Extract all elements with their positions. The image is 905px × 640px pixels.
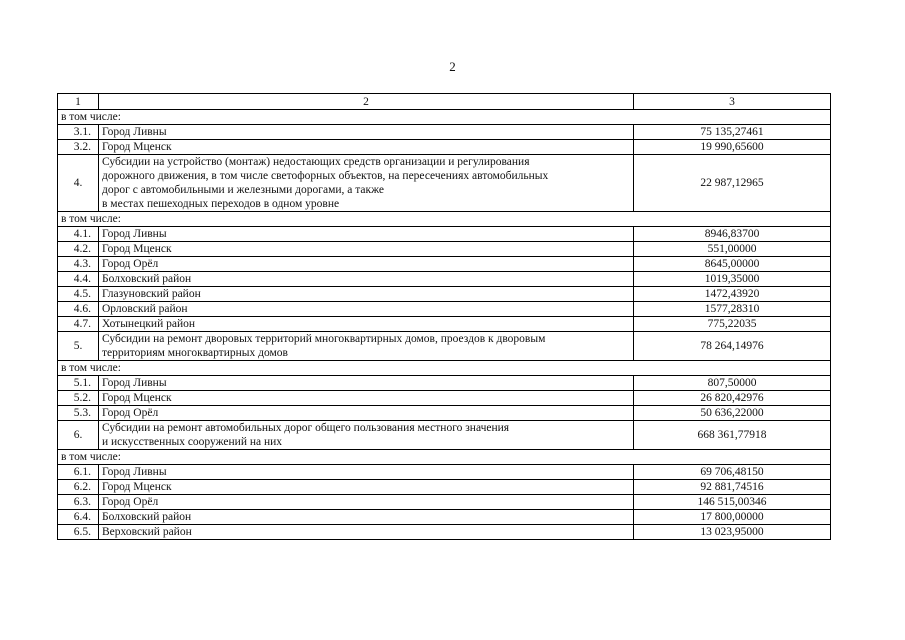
row-value: 78 264,14976 xyxy=(634,332,831,361)
row-number: 3.1. xyxy=(58,125,99,140)
table-row xyxy=(58,465,831,480)
row-number: 4.6. xyxy=(58,302,99,317)
table-row xyxy=(58,376,831,391)
row-name xyxy=(99,332,634,361)
table-row xyxy=(58,406,831,421)
row-value: 50 636,22000 xyxy=(634,406,831,421)
table-row xyxy=(58,495,831,510)
row-name: Город Мценск xyxy=(99,480,634,495)
row-name-line: и искусственных сооружений на них xyxy=(102,436,283,448)
row-number: 6.3. xyxy=(58,495,99,510)
row-value: 22 987,12965 xyxy=(634,155,831,212)
table-row xyxy=(58,140,831,155)
group-row xyxy=(58,450,831,465)
header-col-2: 2 xyxy=(99,94,634,110)
row-value: 75 135,27461 xyxy=(634,125,831,140)
page-number: 2 xyxy=(449,59,456,74)
row-name: Город Ливны xyxy=(99,125,634,140)
row-number: 4.2. xyxy=(58,242,99,257)
section-row xyxy=(58,332,831,361)
row-number: 6.2. xyxy=(58,480,99,495)
row-value: 8645,00000 xyxy=(634,257,831,272)
row-name: Город Орёл xyxy=(99,257,634,272)
group-row xyxy=(58,212,831,227)
row-number: 6.5. xyxy=(58,525,99,540)
group-label: в том числе: xyxy=(58,212,831,227)
row-name: Город Орёл xyxy=(99,495,634,510)
row-name-line: Субсидии на ремонт дворовых территорий многоквартирных домов, проездов к дворовым xyxy=(102,333,546,345)
table-row xyxy=(58,272,831,287)
row-name: Верховский район xyxy=(99,525,634,540)
row-value: 775,22035 xyxy=(634,317,831,332)
row-number: 4.1. xyxy=(58,227,99,242)
row-name-line: Субсидии на ремонт автомобильных дорог общего пользования местного значения xyxy=(102,422,510,434)
row-name-line: дорожного движения, в том числе светофорных объектов, на пересечениях автомобильных xyxy=(102,170,549,182)
row-name: Город Мценск xyxy=(99,140,634,155)
row-value: 1472,43920 xyxy=(634,287,831,302)
table-row xyxy=(58,317,831,332)
table-row xyxy=(58,257,831,272)
row-value: 1577,28310 xyxy=(634,302,831,317)
row-name: Болховский район xyxy=(99,272,634,287)
group-row xyxy=(58,110,831,125)
row-name xyxy=(99,155,634,212)
row-name xyxy=(99,421,634,450)
row-value: 807,50000 xyxy=(634,376,831,391)
section-row xyxy=(58,421,831,450)
table-header-row xyxy=(58,94,831,110)
row-number: 5. xyxy=(58,332,99,361)
row-number: 4.3. xyxy=(58,257,99,272)
row-value: 668 361,77918 xyxy=(634,421,831,450)
row-number: 6.4. xyxy=(58,510,99,525)
row-name: Город Ливны xyxy=(99,227,634,242)
row-value: 551,00000 xyxy=(634,242,831,257)
row-value: 146 515,00346 xyxy=(634,495,831,510)
table-row xyxy=(58,125,831,140)
row-name-line: территориям многоквартирных домов xyxy=(102,347,288,359)
row-name: Болховский район xyxy=(99,510,634,525)
row-name: Орловский район xyxy=(99,302,634,317)
table-row xyxy=(58,391,831,406)
row-number: 5.1. xyxy=(58,376,99,391)
row-name: Город Ливны xyxy=(99,465,634,480)
row-name-line: в местах пешеходных переходов в одном уровне xyxy=(102,198,340,210)
table-row xyxy=(58,302,831,317)
row-number: 4.7. xyxy=(58,317,99,332)
row-name: Город Орёл xyxy=(99,406,634,421)
row-name: Город Ливны xyxy=(99,376,634,391)
header-col-1: 1 xyxy=(58,94,99,110)
group-row xyxy=(58,361,831,376)
subsidy-table xyxy=(57,93,831,540)
row-name: Город Мценск xyxy=(99,242,634,257)
group-label: в том числе: xyxy=(58,110,831,125)
table-row xyxy=(58,242,831,257)
table-row xyxy=(58,510,831,525)
row-value: 8946,83700 xyxy=(634,227,831,242)
row-number: 6. xyxy=(58,421,99,450)
row-name: Глазуновский район xyxy=(99,287,634,302)
row-value: 19 990,65600 xyxy=(634,140,831,155)
group-label: в том числе: xyxy=(58,361,831,376)
table-row xyxy=(58,287,831,302)
row-value: 17 800,00000 xyxy=(634,510,831,525)
row-name-line: дорог с автомобильными и железными дорогами, а также xyxy=(102,184,385,196)
row-value: 26 820,42976 xyxy=(634,391,831,406)
row-value: 1019,35000 xyxy=(634,272,831,287)
row-number: 4. xyxy=(58,155,99,212)
row-number: 6.1. xyxy=(58,465,99,480)
row-number: 3.2. xyxy=(58,140,99,155)
row-value: 69 706,48150 xyxy=(634,465,831,480)
row-name: Хотынецкий район xyxy=(99,317,634,332)
row-number: 4.5. xyxy=(58,287,99,302)
row-number: 4.4. xyxy=(58,272,99,287)
table-row xyxy=(58,525,831,540)
row-value: 92 881,74516 xyxy=(634,480,831,495)
header-col-3: 3 xyxy=(634,94,831,110)
group-label: в том числе: xyxy=(58,450,831,465)
section-row xyxy=(58,155,831,212)
table-row xyxy=(58,227,831,242)
row-number: 5.2. xyxy=(58,391,99,406)
row-number: 5.3. xyxy=(58,406,99,421)
table-row xyxy=(58,480,831,495)
row-name: Город Мценск xyxy=(99,391,634,406)
row-name-line: Субсидии на устройство (монтаж) недостающих средств организации и регулирования xyxy=(102,156,530,168)
row-value: 13 023,95000 xyxy=(634,525,831,540)
